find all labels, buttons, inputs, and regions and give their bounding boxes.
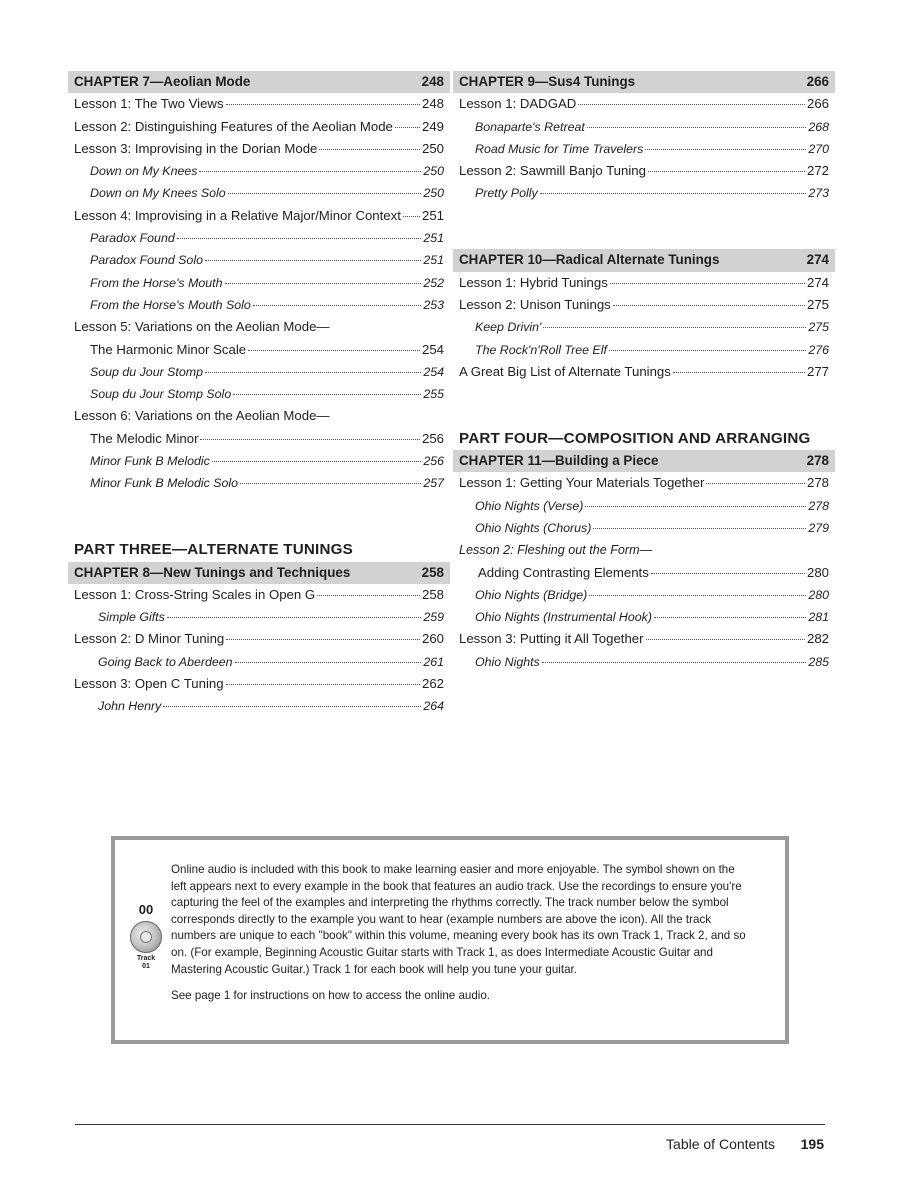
toc-dot-leader [235, 662, 422, 663]
toc-entry-title: Minor Funk B Melodic Solo [90, 476, 239, 491]
toc-entry-title: Lesson 4: Improvising in a Relative Major/Minor Context [74, 207, 401, 223]
toc-part-heading [68, 539, 444, 561]
toc-dot-leader [673, 372, 805, 373]
toc-part-heading [453, 428, 829, 450]
toc-dot-leader [200, 439, 420, 440]
toc-page-number: 278 [806, 453, 829, 469]
toc-page-number: 256 [421, 430, 444, 446]
toc-dot-leader [403, 216, 420, 217]
toc-dot-leader [542, 662, 807, 663]
audio-notice-paragraph: Online audio is included with this book to make learning easier and more enjoyable. The symbol shown on the left appears next to every example in the book that features an audio track. Use the recordings to ensure you're capturing the feel of the examples and interpreting the rhythms correctly. The track number below the symbol corresponds directly to the example you want to hear (example numbers are above the icon). All the track numbers are unique to each "book" within this volume, meaning every book has its own Track 1, Track 2, and so on. (For example, Beginning Acoustic Guitar starts with Track 1, as does Intermediate Acoustic Guitar and Mastering Acoustic Guitar.) Track 1 for each book will help you tune your guitar. [171, 863, 746, 976]
toc-song-entry [453, 584, 829, 606]
toc-entry-title: Lesson 2: D Minor Tuning [74, 631, 225, 647]
toc-page-number: 266 [806, 96, 829, 112]
toc-dot-leader [225, 283, 422, 284]
toc-entry-title: Going Back to Aberdeen [98, 654, 233, 669]
toc-page-number: 280 [806, 564, 829, 580]
toc-page-number: 275 [806, 296, 829, 312]
toc-entry-title: Lesson 2: Sawmill Banjo Tuning [459, 163, 646, 179]
toc-entry-title: Lesson 1: Hybrid Tunings [459, 274, 608, 290]
toc-page-number: 251 [423, 231, 444, 246]
toc-entry-title: From the Horse's Mouth Solo [90, 297, 251, 312]
toc-entry-title: CHAPTER 9—Sus4 Tunings [459, 74, 636, 89]
online-audio-notice [111, 836, 789, 1044]
toc-page-number: 258 [421, 586, 444, 602]
toc-chapter-heading [68, 71, 450, 93]
toc-page-number: 256 [423, 454, 444, 469]
toc-page-number: 278 [806, 475, 829, 491]
toc-dot-leader [205, 260, 421, 261]
toc-song-entry [453, 517, 829, 539]
audio-access-paragraph: See page 1 for instructions on how to access the online audio. [171, 989, 491, 1003]
toc-song-entry [453, 116, 829, 138]
toc-chapter-heading [453, 249, 835, 271]
toc-dot-leader [646, 639, 805, 640]
toc-page-number: 272 [806, 163, 829, 179]
toc-page-number: 251 [421, 207, 444, 223]
toc-dot-leader [212, 461, 421, 462]
toc-page-number: 261 [423, 654, 444, 669]
toc-lesson-entry [68, 673, 444, 695]
toc-page-number: 249 [421, 118, 444, 134]
toc-page-number: 278 [808, 498, 829, 513]
toc-page-number: 282 [806, 631, 829, 647]
toc-page-number: 268 [808, 119, 829, 134]
toc-dot-leader [593, 528, 806, 529]
toc-dot-leader [645, 149, 806, 150]
toc-dot-leader [167, 617, 422, 618]
toc-dot-leader [609, 350, 806, 351]
toc-song-entry [68, 272, 444, 294]
toc-left-column [68, 71, 444, 718]
toc-dot-leader [248, 350, 420, 351]
toc-dot-leader [543, 327, 806, 328]
toc-song-entry [453, 316, 829, 338]
toc-song-entry [68, 472, 444, 494]
toc-spacer [453, 383, 829, 428]
toc-entry-title: Down on My Knees Solo [90, 186, 226, 201]
toc-entry-title: Lesson 1: DADGAD [459, 96, 577, 112]
toc-entry-title: PART THREE—ALTERNATE TUNINGS [74, 541, 353, 559]
toc-entry-title: Ohio Nights [475, 654, 540, 669]
toc-dot-leader [253, 305, 422, 306]
toc-page-number: 248 [421, 96, 444, 112]
toc-page-number: 274 [806, 274, 829, 290]
toc-page-number: 273 [808, 186, 829, 201]
toc-lesson-continuation [68, 339, 444, 361]
toc-dot-leader [395, 127, 420, 128]
toc-dot-leader [228, 193, 422, 194]
toc-page-number: 285 [808, 654, 829, 669]
toc-song-entry [453, 651, 829, 673]
toc-dot-leader [587, 127, 806, 128]
toc-page-number: 260 [421, 631, 444, 647]
toc-song-entry [453, 606, 829, 628]
toc-page-number: 262 [421, 676, 444, 692]
toc-page-number: 277 [806, 363, 829, 379]
toc-entry-title: CHAPTER 10—Radical Alternate Tunings [459, 252, 720, 268]
audio-notice-text [171, 862, 749, 1015]
toc-entry-title: Minor Funk B Melodic [90, 454, 210, 469]
toc-lesson-entry [68, 405, 444, 427]
toc-dot-leader [706, 483, 805, 484]
toc-dot-leader [610, 283, 805, 284]
toc-spacer [68, 495, 444, 540]
toc-entry-title: Paradox Found [90, 231, 175, 246]
toc-entry-title: Lesson 2: Fleshing out the Form— [459, 543, 653, 558]
toc-page-number: 275 [808, 320, 829, 335]
toc-song-entry [68, 294, 444, 316]
toc-entry-title: A Great Big List of Alternate Tunings [459, 363, 671, 379]
toc-chapter-heading [453, 450, 835, 472]
toc-entry-title: Lesson 2: Unison Tunings [459, 296, 611, 312]
toc-entry-title: Ohio Nights (Verse) [475, 498, 584, 513]
toc-entry-title: Road Music for Time Travelers [475, 141, 644, 156]
toc-entry-title: Lesson 1: The Two Views [74, 96, 224, 112]
toc-entry-title: Soup du Jour Stomp [90, 364, 203, 379]
toc-entry-title: Lesson 3: Open C Tuning [74, 676, 224, 692]
toc-dot-leader [654, 617, 806, 618]
toc-song-entry [68, 249, 444, 271]
toc-entry-title: CHAPTER 7—Aeolian Mode [74, 74, 251, 89]
toc-entry-title: The Rock'n'Roll Tree Elf [475, 342, 607, 357]
toc-dot-leader [163, 706, 421, 707]
toc-entry-title: Lesson 3: Improvising in the Dorian Mode [74, 140, 318, 156]
toc-entry-title: The Harmonic Minor Scale [90, 341, 247, 357]
toc-chapter-heading [68, 562, 450, 584]
toc-page-number: 254 [421, 341, 444, 357]
toc-dot-leader [177, 238, 422, 239]
toc-lesson-continuation [453, 562, 829, 584]
audio-track-number: 01 [142, 963, 150, 970]
toc-dot-leader [199, 171, 421, 172]
toc-entry-title: Adding Contrasting Elements [478, 564, 649, 580]
toc-entry-title: Ohio Nights (Chorus) [475, 520, 592, 535]
audio-track-label: Track [136, 955, 156, 962]
toc-entry-title: Ohio Nights (Instrumental Hook) [475, 610, 652, 625]
toc-dot-leader [589, 595, 806, 596]
toc-entry-title: Lesson 1: Getting Your Materials Together [459, 475, 705, 491]
toc-entry-title: Paradox Found Solo [90, 253, 203, 268]
toc-entry-title: The Melodic Minor [90, 430, 199, 446]
toc-lesson-entry [68, 93, 444, 115]
toc-lesson-entry [453, 272, 829, 294]
toc-chapter-heading [453, 71, 835, 93]
toc-lesson-entry [453, 294, 829, 316]
toc-dot-leader [226, 684, 420, 685]
toc-dot-leader [585, 506, 806, 507]
toc-lesson-entry [68, 628, 444, 650]
toc-page-number: 280 [808, 587, 829, 602]
toc-lesson-entry [68, 205, 444, 227]
toc-spacer [453, 205, 829, 250]
toc-entry-title: John Henry [98, 699, 162, 714]
toc-song-entry [68, 606, 444, 628]
toc-page-number: 250 [423, 164, 444, 179]
toc-dot-leader [648, 171, 805, 172]
toc-song-entry [68, 160, 444, 182]
toc-page-number: 253 [423, 297, 444, 312]
toc-page-number: 259 [423, 610, 444, 625]
toc-entry-title: From the Horse's Mouth [90, 275, 223, 290]
toc-right-column [453, 71, 829, 673]
toc-page-number: 252 [423, 275, 444, 290]
toc-dot-leader [319, 149, 420, 150]
toc-page-number: 250 [421, 140, 444, 156]
toc-page-number: 279 [808, 520, 829, 535]
toc-lesson-entry [453, 539, 829, 561]
toc-dot-leader [651, 573, 805, 574]
toc-entry-title: Soup du Jour Stomp Solo [90, 387, 232, 402]
toc-song-entry [68, 227, 444, 249]
toc-song-entry [68, 695, 444, 717]
toc-entry-title: CHAPTER 8—New Tunings and Techniques [74, 564, 351, 580]
toc-song-entry [68, 651, 444, 673]
footer-section-label: Table of Contents [666, 1136, 775, 1152]
toc-song-entry [68, 182, 444, 204]
footer-rule [75, 1124, 825, 1125]
toc-lesson-entry [68, 316, 444, 338]
toc-page-number: 270 [808, 141, 829, 156]
toc-lesson-entry [453, 472, 829, 494]
toc-entry-title: PART FOUR—COMPOSITION AND ARRANGING [459, 429, 811, 447]
toc-dot-leader [226, 639, 420, 640]
audio-cd-icon [130, 921, 162, 953]
toc-lesson-continuation [68, 428, 444, 450]
toc-lesson-entry [453, 628, 829, 650]
toc-lesson-entry [453, 160, 829, 182]
toc-dot-leader [226, 104, 420, 105]
toc-entry-title: CHAPTER 11—Building a Piece [459, 453, 659, 469]
toc-entry-title: Ohio Nights (Bridge) [475, 587, 588, 602]
toc-dot-leader [233, 394, 421, 395]
toc-entry-title: Lesson 1: Cross-String Scales in Open G [74, 586, 316, 602]
toc-lesson-entry [68, 116, 444, 138]
toc-entry-title: Simple Gifts [98, 610, 165, 625]
toc-song-entry [453, 495, 829, 517]
toc-dot-leader [205, 372, 421, 373]
toc-page-number: 255 [423, 387, 444, 402]
toc-page-number: 250 [423, 186, 444, 201]
toc-page-number: 257 [423, 476, 444, 491]
toc-song-entry [453, 182, 829, 204]
toc-page-number: 258 [421, 564, 444, 580]
toc-entry-title: Keep Drivin' [475, 320, 542, 335]
toc-lesson-entry [68, 584, 444, 606]
toc-page-number: 281 [808, 610, 829, 625]
audio-track-symbol [125, 902, 167, 992]
toc-page-number: 254 [423, 364, 444, 379]
toc-lesson-entry [453, 93, 829, 115]
toc-song-entry [453, 138, 829, 160]
toc-dot-leader [540, 193, 807, 194]
toc-page-number: 274 [806, 252, 829, 268]
toc-page-number: 248 [421, 74, 444, 89]
toc-entry-title: Lesson 3: Putting it All Together [459, 631, 644, 647]
toc-page-number: 276 [808, 342, 829, 357]
toc-lesson-entry [68, 138, 444, 160]
toc-dot-leader [317, 595, 420, 596]
toc-dot-leader [240, 483, 421, 484]
toc-song-entry [453, 339, 829, 361]
toc-page-number: 266 [806, 74, 829, 89]
toc-song-entry [68, 450, 444, 472]
toc-entry-title: Down on My Knees [90, 164, 198, 179]
toc-entry-title: Pretty Polly [475, 186, 538, 201]
audio-example-number: 00 [138, 902, 154, 917]
toc-song-entry [68, 361, 444, 383]
toc-song-entry [68, 383, 444, 405]
toc-dot-leader [578, 104, 805, 105]
toc-page-number: 251 [423, 253, 444, 268]
footer-page-number: 195 [800, 1136, 824, 1152]
toc-entry-title: Lesson 5: Variations on the Aeolian Mode— [74, 319, 330, 335]
toc-entry-title: Lesson 2: Distinguishing Features of the Aeolian Mode [74, 118, 393, 134]
toc-dot-leader [613, 305, 805, 306]
toc-entry-title: Lesson 6: Variations on the Aeolian Mode— [74, 408, 330, 424]
toc-lesson-entry [453, 361, 829, 383]
toc-page-number: 264 [423, 699, 444, 714]
toc-entry-title: Bonaparte's Retreat [475, 119, 585, 134]
